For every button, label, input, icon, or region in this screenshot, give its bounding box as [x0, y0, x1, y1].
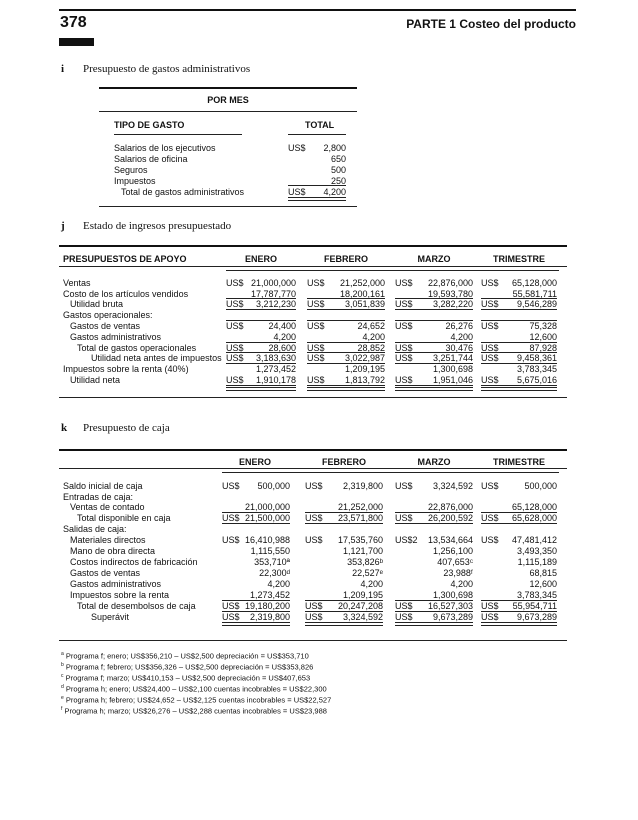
table-cell-value: 22,876,000: [427, 278, 473, 288]
footnote-mark: c: [61, 673, 64, 679]
table-cell-currency: US$: [226, 321, 244, 331]
table-k-header-enero: ENERO: [238, 457, 271, 467]
table-row: Gastos administrativos: [70, 332, 162, 342]
footnote-mark: d: [61, 684, 64, 690]
table-cell-currency: US$: [226, 278, 244, 288]
table-row: Saldo inicial de caja: [63, 481, 143, 491]
footnote: [61, 672, 310, 683]
total-double-rule: [481, 622, 557, 626]
table-cell-value: 75,328: [529, 321, 557, 331]
table-row: Total de gastos administrativos: [121, 187, 245, 197]
table-cell-currency: US$: [481, 278, 499, 288]
subtotal-rule: [395, 523, 473, 524]
table-cell-currency: US$: [395, 481, 413, 491]
subtotal-rule: [305, 523, 383, 524]
table-row: Impuestos: [114, 176, 156, 186]
table-cell-currency: US$: [395, 612, 413, 622]
table-j-subheader-rule: [226, 270, 559, 271]
table-cell-value: 24,400: [268, 321, 296, 331]
table-cell-currency: US$: [395, 601, 413, 611]
table-row: Materiales directos: [70, 535, 146, 545]
subtotal-rule: [481, 363, 557, 364]
table-row: Total de desembolsos de caja: [77, 601, 196, 611]
subtotal-rule: [481, 512, 557, 513]
table-cell-currency: US$: [395, 321, 413, 331]
table-j-header-enero: ENERO: [244, 254, 277, 264]
table-cell-value: 21,000,000: [244, 502, 290, 512]
table-row: Costos indirectos de fabricación: [70, 557, 198, 567]
table-row: Utilidad neta: [70, 375, 121, 385]
subtotal-rule: [307, 352, 385, 353]
table-cell-value: 22,300ᵈ: [259, 568, 290, 578]
section-j-title: Estado de ingresos presupuestado: [83, 220, 232, 232]
table-cell-currency: US$: [481, 481, 499, 491]
table-row: Salidas de caja:: [63, 524, 127, 534]
table-row: Seguros: [114, 165, 148, 175]
table-row: Impuestos sobre la renta (40%): [63, 364, 189, 374]
table-row: Ventas: [63, 278, 91, 288]
subtotal-rule: [481, 342, 557, 343]
subtotal-rule: [226, 309, 296, 310]
table-cell-value: 22,876,000: [427, 502, 473, 512]
table-row: Impuestos sobre la renta: [70, 590, 170, 600]
subtotal-rule: [305, 512, 383, 513]
subtotal-rule: [395, 363, 473, 364]
subtotal-rule: [395, 611, 473, 612]
subtotal-rule: [226, 320, 296, 321]
table-cell-value: 13,534,664: [427, 535, 473, 545]
table-cell-currency: US$: [395, 375, 413, 385]
subtotal-rule: [395, 600, 473, 601]
table-k-bottom-rule: [59, 640, 567, 641]
table-cell-value: 4,200: [450, 332, 473, 342]
table-cell-value: 17,535,760: [337, 535, 383, 545]
table-row: Mano de obra directa: [70, 546, 156, 556]
subtotal-rule: [481, 309, 557, 310]
footnote-text: Programa f; febrero; US$356,326 – US$2,500 depreciación = US$353,826: [63, 662, 314, 672]
table-cell-currency: US$: [395, 278, 413, 288]
subtotal-rule: [395, 352, 473, 353]
table-cell-currency: US$: [222, 513, 240, 523]
table-cell-currency: US$: [307, 375, 325, 385]
table-cell-value: 12,600: [529, 332, 557, 342]
table-cell-value: 16,410,988: [244, 535, 290, 545]
table-row: Costo de los artículos vendidos: [63, 289, 189, 299]
table-cell-value: 23,571,800: [337, 513, 383, 523]
table-cell-currency: US$: [395, 513, 413, 523]
table-k-subheader-rule: [222, 472, 559, 473]
table-cell-value: 68,815: [529, 568, 557, 578]
table-cell-value: 9,546,289: [516, 299, 557, 309]
table-cell-value: 5,675,016: [516, 375, 557, 385]
subtotal-rule: [288, 185, 346, 186]
table-row: Total disponible en caja: [77, 513, 171, 523]
subtotal-rule: [481, 611, 557, 612]
subtotal-rule: [222, 512, 290, 513]
subtotal-rule: [307, 309, 385, 310]
table-cell-value: 65,628,000: [511, 513, 557, 523]
table-cell-currency: US$: [305, 513, 323, 523]
table-row: Salarios de los ejecutivos: [114, 143, 216, 153]
subtotal-rule: [222, 611, 290, 612]
table-cell-currency: US$: [395, 343, 413, 353]
table-cell-value: 28,600: [268, 343, 296, 353]
table-cell-value: 3,183,630: [255, 353, 296, 363]
page-tab-marker: [59, 38, 94, 46]
subtotal-rule: [305, 611, 383, 612]
subtotal-rule: [305, 600, 383, 601]
table-i-top-rule: [99, 87, 357, 89]
table-i-col-total: TOTAL: [305, 120, 335, 130]
table-row: Utilidad neta antes de impuestos: [91, 353, 222, 363]
table-cell-value: 3,783,345: [516, 590, 557, 600]
subtotal-rule: [481, 298, 557, 299]
table-cell-value: 1,910,178: [255, 375, 296, 385]
table-cell-value: 500: [330, 165, 346, 175]
table-cell-currency: US$: [481, 299, 499, 309]
subtotal-rule: [395, 512, 473, 513]
table-k-header-trimestre: TRIMESTRE: [492, 457, 545, 467]
table-cell-value: 4,200: [267, 579, 290, 589]
table-cell-currency: US$: [481, 513, 499, 523]
table-cell-currency: US$: [222, 481, 240, 491]
table-cell-value: 55,581,711: [512, 289, 557, 299]
table-k-header-rule: [59, 468, 567, 469]
total-double-rule: [481, 387, 557, 391]
table-cell-value: 9,673,289: [516, 612, 557, 622]
table-cell-value: 353,710ª: [254, 557, 290, 567]
table-cell-value: 1,300,698: [432, 364, 473, 374]
subtotal-rule: [481, 352, 557, 353]
footnote-mark: b: [61, 662, 64, 668]
total-double-rule: [226, 387, 296, 391]
table-row: Gastos administrativos: [70, 579, 162, 589]
table-j-top-rule: [59, 245, 567, 247]
table-cell-currency: US$: [305, 481, 323, 491]
subtotal-rule: [222, 523, 290, 524]
subtotal-rule: [395, 309, 473, 310]
table-cell-currency: US$2: [395, 535, 418, 545]
table-cell-value: 3,783,345: [516, 364, 557, 374]
footnote-text: Programa h; febrero; US$24,652 – US$2,125 cuentas incobrables = US$22,527: [63, 695, 332, 705]
table-cell-value: 250: [330, 176, 346, 186]
section-k-title: Presupuesto de caja: [83, 422, 170, 434]
table-cell-value: 55,954,711: [512, 601, 557, 611]
table-cell-currency: US$: [481, 321, 499, 331]
table-cell-value: 65,128,000: [511, 278, 557, 288]
table-i-col-label-rule: [114, 134, 242, 135]
total-double-rule: [222, 622, 290, 626]
table-cell-value: 21,252,000: [339, 278, 385, 288]
table-cell-value: 2,800: [323, 143, 346, 153]
table-cell-value: 9,458,361: [516, 353, 557, 363]
table-cell-value: 4,200: [362, 332, 385, 342]
table-cell-currency: US$: [307, 299, 325, 309]
subtotal-rule: [481, 600, 557, 601]
table-cell-value: 2,319,800: [249, 612, 290, 622]
table-j-header-trimestre: TRIMESTRE: [492, 254, 545, 264]
table-cell-value: 500,000: [524, 481, 557, 491]
footnote-mark: f: [61, 706, 63, 712]
subtotal-rule: [307, 342, 385, 343]
table-cell-currency: US$: [481, 343, 499, 353]
table-cell-value: 1,209,195: [344, 364, 385, 374]
table-cell-currency: US$: [307, 321, 325, 331]
table-cell-value: 650: [330, 154, 346, 164]
table-cell-value: 1,115,189: [517, 557, 557, 567]
table-cell-value: 1,209,195: [342, 590, 383, 600]
footnote: [61, 650, 309, 661]
subtotal-rule: [226, 352, 296, 353]
total-double-rule: [307, 387, 385, 391]
footnote-mark: e: [61, 695, 64, 701]
subtotal-rule: [481, 320, 557, 321]
table-cell-value: 26,200,592: [427, 513, 473, 523]
total-double-rule: [395, 622, 473, 626]
table-cell-value: 65,128,000: [511, 502, 557, 512]
footnote: [61, 661, 313, 672]
table-cell-value: 21,500,000: [244, 513, 290, 523]
table-cell-value: 3,282,220: [432, 299, 473, 309]
table-cell-currency: US$: [226, 343, 244, 353]
table-cell-value: 3,251,744: [432, 353, 473, 363]
table-cell-value: 28,852: [357, 343, 385, 353]
footnote-mark: a: [61, 651, 64, 657]
footnote-text: Programa f; marzo; US$410,153 – US$2,500 depreciación = US$407,653: [63, 673, 311, 683]
table-cell-currency: US$: [307, 353, 325, 363]
table-cell-value: 23,988ᶠ: [443, 568, 473, 578]
subtotal-rule: [395, 298, 473, 299]
table-i-rule: [99, 111, 357, 112]
subtotal-rule: [481, 385, 557, 386]
table-cell-value: 1,115,550: [250, 546, 290, 556]
table-cell-value: 3,493,350: [516, 546, 557, 556]
table-cell-value: 407,653ᶜ: [437, 557, 473, 567]
table-row: Gastos de ventas: [70, 321, 141, 331]
table-j-header-label: PRESUPUESTOS DE APOYO: [63, 254, 187, 264]
table-cell-value: 1,273,452: [255, 364, 296, 374]
table-cell-value: 47,481,412: [511, 535, 557, 545]
table-cell-value: 3,324,592: [342, 612, 383, 622]
subtotal-rule: [226, 298, 296, 299]
subtotal-rule: [307, 320, 385, 321]
table-j-header-febrero: FEBRERO: [323, 254, 368, 264]
table-row: Superávit: [91, 612, 130, 622]
table-cell-value: 9,673,289: [432, 612, 473, 622]
top-rule: [59, 9, 576, 11]
table-cell-value: 1,813,792: [344, 375, 385, 385]
subtotal-rule: [395, 385, 473, 386]
table-row: Gastos de ventas: [70, 568, 141, 578]
table-cell-value: 1,121,700: [342, 546, 383, 556]
table-cell-value: 21,000,000: [250, 278, 296, 288]
subtotal-rule: [226, 342, 296, 343]
table-cell-value: 21,252,000: [337, 502, 383, 512]
section-j-letter: j: [61, 220, 65, 232]
table-row: Salarios de oficina: [114, 154, 188, 164]
total-double-rule: [288, 197, 346, 201]
table-k-top-rule: [59, 449, 567, 451]
part-label: PARTE 1: [406, 17, 456, 31]
table-row: Utilidad bruta: [70, 299, 124, 309]
table-j-bottom-rule: [59, 397, 567, 398]
subtotal-rule: [222, 600, 290, 601]
table-i-col-label: TIPO DE GASTO: [114, 120, 185, 130]
subtotal-rule: [307, 363, 385, 364]
table-cell-value: 3,212,230: [255, 299, 296, 309]
footnote-text: Programa f; enero; US$356,210 – US$2,500 depreciación = US$353,710: [63, 651, 309, 661]
total-double-rule: [395, 387, 473, 391]
table-cell-value: 4,200: [273, 332, 296, 342]
table-cell-value: 19,593,780: [427, 289, 473, 299]
table-cell-currency: US$: [307, 278, 325, 288]
table-cell-value: 18,200,161: [339, 289, 385, 299]
table-cell-currency: US$: [395, 353, 413, 363]
table-cell-value: 19,180,200: [244, 601, 290, 611]
table-cell-value: 4,200: [450, 579, 473, 589]
table-cell-currency: US$: [481, 375, 499, 385]
table-i-title: POR MES: [207, 95, 249, 105]
table-cell-currency: US$: [222, 535, 240, 545]
table-row: Total de gastos operacionales: [77, 343, 197, 353]
table-cell-currency: US$: [288, 187, 306, 197]
table-cell-currency: US$: [222, 601, 240, 611]
footnote: [61, 683, 327, 694]
table-cell-value: 1,273,452: [249, 590, 290, 600]
table-cell-currency: US$: [226, 299, 244, 309]
table-cell-currency: US$: [305, 601, 323, 611]
table-cell-value: 4,200: [360, 579, 383, 589]
footnote-text: Programa h; marzo; US$26,276 – US$2,288 cuentas incobrables = US$23,988: [62, 706, 327, 716]
table-cell-value: 3,324,592: [432, 481, 473, 491]
table-cell-currency: US$: [305, 612, 323, 622]
table-cell-value: 1,256,100: [432, 546, 473, 556]
total-double-rule: [305, 622, 383, 626]
table-cell-value: 17,787,770: [250, 289, 296, 299]
table-cell-value: 16,527,303: [427, 601, 473, 611]
footnote: [61, 694, 331, 705]
table-cell-value: 3,051,839: [344, 299, 385, 309]
subtotal-rule: [395, 320, 473, 321]
table-cell-currency: US$: [222, 612, 240, 622]
table-cell-value: 4,200: [323, 187, 346, 197]
table-cell-value: 20,247,208: [337, 601, 383, 611]
table-cell-value: 26,276: [445, 321, 473, 331]
table-i-col-total-rule: [288, 134, 346, 135]
table-row: Gastos operacionales:: [63, 310, 153, 320]
table-cell-currency: US$: [481, 612, 499, 622]
table-cell-currency: US$: [226, 375, 244, 385]
section-i-title: Presupuesto de gastos administrativos: [83, 63, 251, 75]
table-cell-currency: US$: [307, 343, 325, 353]
table-j-header-marzo: MARZO: [417, 254, 451, 264]
subtotal-rule: [481, 523, 557, 524]
part-title: Costeo del producto: [459, 17, 576, 31]
table-cell-currency: US$: [481, 353, 499, 363]
table-j-header-rule: [59, 266, 567, 267]
table-cell-value: 3,022,987: [344, 353, 385, 363]
table-cell-value: 87,928: [529, 343, 557, 353]
table-cell-value: 500,000: [257, 481, 290, 491]
subtotal-rule: [226, 385, 296, 386]
table-cell-value: 353,826ᵇ: [347, 557, 383, 567]
table-k-header-marzo: MARZO: [417, 457, 451, 467]
table-cell-currency: US$: [481, 601, 499, 611]
table-cell-value: 1,951,046: [432, 375, 473, 385]
table-cell-value: 2,319,800: [342, 481, 383, 491]
page-number: 378: [60, 14, 87, 31]
table-cell-value: 30,476: [445, 343, 473, 353]
table-cell-currency: US$: [395, 299, 413, 309]
table-k-header-febrero: FEBRERO: [321, 457, 366, 467]
subtotal-rule: [307, 385, 385, 386]
subtotal-rule: [395, 342, 473, 343]
subtotal-rule: [226, 363, 296, 364]
section-i-letter: i: [61, 63, 65, 75]
footnote-text: Programa h; enero; US$24,400 – US$2,100 cuentas incobrables = US$22,300: [63, 684, 327, 694]
table-cell-currency: US$: [288, 143, 306, 153]
table-row: Ventas de contado: [70, 502, 145, 512]
part-heading: [406, 17, 576, 31]
table-cell-currency: US$: [481, 535, 499, 545]
subtotal-rule: [307, 298, 385, 299]
table-i-bottom-rule: [99, 206, 357, 207]
section-k-letter: k: [61, 422, 68, 434]
table-cell-value: 24,652: [357, 321, 385, 331]
table-row: Entradas de caja:: [63, 492, 134, 502]
table-cell-currency: US$: [226, 353, 244, 363]
footnote: [61, 705, 327, 716]
table-cell-value: 12,600: [529, 579, 557, 589]
table-cell-value: 1,300,698: [432, 590, 473, 600]
table-cell-currency: US$: [305, 535, 323, 545]
table-cell-value: 22,527ᵉ: [352, 568, 383, 578]
